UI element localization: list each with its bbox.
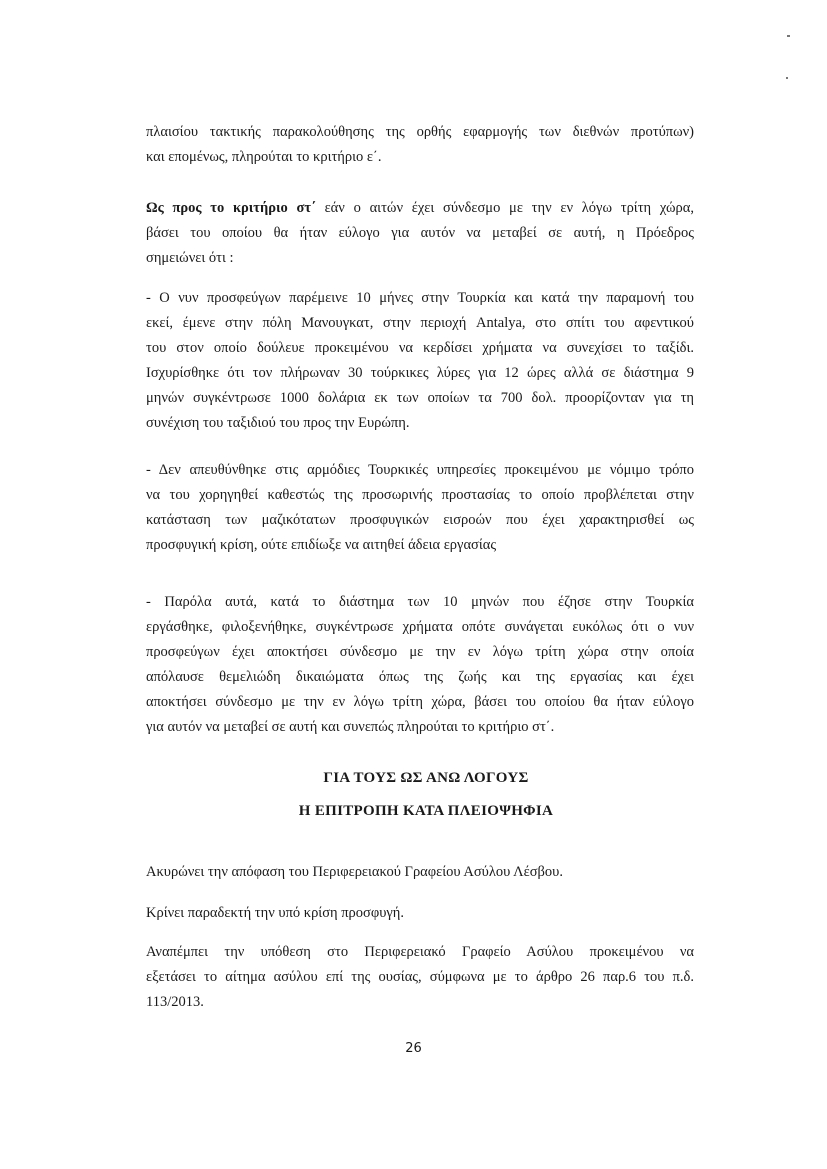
text-line: μηνών συγκέντρωσε 1000 δολάρια εκ των οποίων τα 700 δολ. προορίζονταν για τη [146, 390, 694, 406]
paragraph-stay-in-turkey [146, 286, 694, 436]
text-line: - Παρόλα αυτά, κατά το διάστημα των 10 μηνών που έζησε στην Τουρκία [146, 594, 694, 610]
text-line: εργάσθηκε, φιλοξενήθηκε, συγκέντρωσε χρήματα οπότε συνάγεται ευκόλως ότι ο νυν [146, 619, 694, 635]
text-line: βάσει του οποίου θα ήταν εύλογο για αυτόν να μεταβεί σε αυτή, η Πρόεδρος [146, 225, 694, 241]
text-line: εκεί, έμενε στην πόλη Μανουγκατ, στην περιοχή Antalya, στο σπίτι του αφεντικού [146, 315, 694, 331]
text-line: συνέχιση του ταξιδιού του προς την Ευρώπη. [146, 415, 410, 431]
page-number: 26 [405, 1041, 422, 1056]
scan-speck [786, 77, 788, 79]
paragraph-criterion-e [146, 120, 694, 170]
text-line: - Δεν απευθύνθηκε στις αρμόδιες Τουρκικές υπηρεσίες προκειμένου με νόμιμο τρόπο [146, 462, 694, 478]
decision-annul: Ακυρώνει την απόφαση του Περιφερειακού Γραφείου Ασύλου Λέσβου. [146, 864, 563, 880]
text-line: για αυτόν να μεταβεί σε αυτή και συνεπώς πληρούται το κριτήριο στ΄. [146, 719, 555, 735]
text-line: προσφεύγων έχει αποκτήσει σύνδεσμο με την εν λόγω τρίτη χώρα στην οποία [146, 644, 694, 660]
text-line: 113/2013. [146, 994, 204, 1010]
decision-remand [146, 940, 694, 1015]
paragraph-criterion-st [146, 196, 694, 271]
decision-admissible: Κρίνει παραδεκτή την υπό κρίση προσφυγή. [146, 905, 405, 921]
text-line: πλαισίου τακτικής παρακολούθησης της ορθής εφαρμογής των διεθνών προτύπων) [146, 124, 694, 140]
text-line: προσφυγική κρίση, ούτε επιδίωξε να αιτηθεί άδεια εργασίας [146, 537, 497, 553]
paragraph-connection-established [146, 590, 694, 740]
criterion-st-heading: Ως προς το κριτήριο στ΄ [146, 200, 316, 216]
paragraph-no-protection-request [146, 458, 694, 558]
text-line: και επομένως, πληρούται το κριτήριο ε΄. [146, 149, 382, 165]
text-line: Αναπέμπει την υπόθεση στο Περιφερειακό Γραφείο Ασύλου προκειμένου να [146, 944, 694, 960]
text-line: σημειώνει ότι : [146, 250, 234, 266]
text-fragment: εάν ο αιτών έχει σύνδεσμο με την εν λόγω τρίτη χώρα, [315, 200, 694, 216]
text-line: Ισχυρίσθηκε ότι τον πλήρωναν 30 τούρκικες λύρες για 12 ώρες αλλά σε διάστημα 9 [146, 365, 694, 381]
heading-reasons: ΓΙΑ ΤΟΥΣ ΩΣ ΑΝΩ ΛΟΓΟΥΣ [323, 770, 529, 786]
scan-speck [787, 35, 790, 37]
text-line: - Ο νυν προσφεύγων παρέμεινε 10 μήνες στην Τουρκία και κατά την παραμονή του [146, 290, 694, 306]
text-line: να του χορηγηθεί καθεστώς της προσωρινής προστασίας το οποίο προβλέπεται στην [146, 487, 694, 503]
text-line [146, 196, 694, 221]
text-line: αποκτήσει σύνδεσμο με την εν λόγω τρίτη χώρα, βάσει του οποίου θα ήταν εύλογο [146, 694, 694, 710]
heading-committee-majority: Η ΕΠΙΤΡΟΠΗ ΚΑΤΑ ΠΛΕΙΟΨΗΦΙΑ [298, 803, 554, 819]
text-line: απόλαυσε θεμελιώδη δικαιώματα όπως της ζωής και της εργασίας και έχει [146, 669, 694, 685]
text-line: κατάσταση των μαζικότατων προσφυγικών εισροών που έχει χαρακτηρισθεί ως [146, 512, 694, 528]
text-line: εξετάσει το αίτημα ασύλου επί της ουσίας, σύμφωνα με το άρθρο 26 παρ.6 του π.δ. [146, 969, 694, 985]
text-line: του στον οποίο δούλευε προκειμένου να κερδίσει χρήματα να συνεχίσει το ταξίδι. [146, 340, 694, 356]
